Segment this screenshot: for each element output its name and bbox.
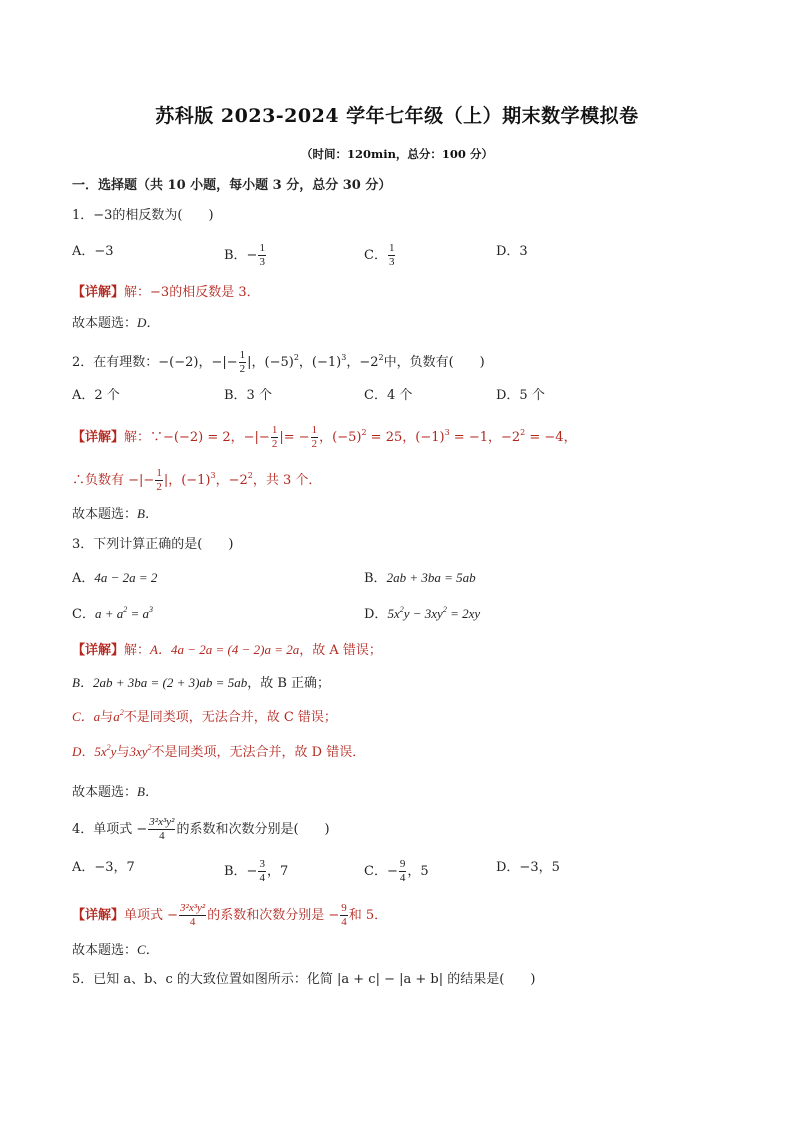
answer-prefix: 故本题选： [72, 943, 138, 958]
detail-part: ，共 3 个． [252, 473, 322, 488]
option-label: A． [72, 571, 95, 586]
option-expression: 5x [387, 606, 400, 621]
fraction-denominator: 3 [388, 256, 395, 268]
answer-value: D． [137, 315, 160, 330]
fraction [179, 902, 206, 929]
question-4-answer [72, 940, 159, 961]
answer-prefix: 故本题选： [72, 507, 138, 522]
question-3-stem: 3．下列计算正确的是( ) [72, 537, 234, 552]
detail-text: −3的相反数是 3． [150, 285, 260, 300]
detail-expression: a [93, 709, 101, 724]
fraction-numerator: 3 [259, 858, 265, 870]
detail-expression: y [110, 744, 117, 759]
exponent: 2 [147, 743, 152, 752]
fraction-denominator: 2 [271, 438, 278, 450]
detail-part: ，−2 [215, 473, 248, 488]
detail-part: 的系数和次数分别是 − [207, 908, 340, 923]
fraction-denominator: 4 [159, 830, 165, 842]
detail-text: 不是同类项，无法合并，故 C 错误； [123, 710, 337, 725]
exponent: 2 [119, 708, 124, 717]
detail-part: ，(−5) [319, 430, 362, 445]
option-label: D． [364, 607, 388, 622]
detail-text: ，故 A 错误； [299, 643, 382, 658]
question-4-option-c [364, 858, 429, 885]
exponent: 2 [361, 428, 367, 437]
option-expression: a + a [94, 606, 124, 621]
question-1-option-a: A．−3 [72, 244, 114, 259]
question-1-option-b [224, 242, 267, 269]
question-2-option-c: C．4 个 [364, 388, 413, 403]
stem-part: ，−2 [346, 355, 379, 370]
question-2-option-b: B．3 个 [224, 388, 272, 403]
fraction-numerator: 3²x³y² [180, 902, 206, 914]
fraction-numerator: 1 [311, 424, 318, 436]
stem-part: 4．单项式 − [72, 822, 148, 837]
detail-tag: 【详解】 [72, 643, 125, 658]
detail-label: C． [72, 709, 94, 724]
fraction-denominator: 3 [259, 256, 265, 268]
stem-part: 2．在有理数：−(−2)，−|− [72, 355, 238, 370]
question-4-stem [72, 816, 330, 843]
question-2-detail-line-1 [72, 424, 577, 451]
answer-value: B． [137, 784, 158, 799]
exponent: 2 [293, 353, 299, 362]
detail-text: ，故 B 正确； [247, 676, 331, 691]
detail-expression: 5x [94, 744, 107, 759]
question-1-option-d: D．3 [496, 244, 528, 259]
question-4-option-a: A．−3，7 [72, 860, 135, 875]
question-4-option-d: D．−3，5 [496, 860, 560, 875]
detail-expression: 4a − 2a = (4 − 2)a = 2a [170, 642, 300, 657]
stem-part: |，(−5) [247, 355, 294, 370]
question-3-detail-c [72, 707, 337, 728]
detail-part: 和 5． [348, 908, 388, 923]
fraction-numerator: 1 [156, 467, 162, 479]
question-1-answer [72, 313, 159, 334]
exponent: 2 [520, 428, 526, 437]
fraction [271, 424, 279, 451]
detail-jie: 解： [124, 430, 151, 445]
page-subtitle: （时间：120min，总分：100 分） [301, 147, 493, 161]
exponent: 3 [210, 471, 216, 480]
fraction [155, 467, 163, 494]
option-expression: 2ab + 3ba = 5ab [386, 570, 476, 585]
fraction-numerator: 1 [259, 242, 265, 254]
detail-tag: 【详解】 [72, 285, 125, 300]
question-3-detail-b [72, 673, 330, 694]
question-2-option-a: A．2 个 [72, 388, 120, 403]
detail-jie: 解： [124, 643, 151, 658]
detail-part: = −4， [525, 430, 577, 445]
question-2-option-d: D．5 个 [496, 388, 545, 403]
question-1-detail [72, 283, 260, 303]
option-expression: y − 3xy [403, 606, 443, 621]
fraction-denominator: 4 [189, 916, 196, 928]
option-expression: = 2xy [446, 606, 481, 621]
question-2-answer [72, 504, 158, 525]
option-prefix: B．− [224, 864, 258, 879]
detail-part: = 25，(−1) [366, 430, 445, 445]
answer-prefix: 故本题选： [72, 785, 138, 800]
option-suffix: ，7 [266, 864, 289, 879]
question-3-answer [72, 782, 158, 803]
option-suffix: ，5 [407, 864, 429, 879]
exponent: 3 [341, 353, 347, 362]
fraction-numerator: 9 [341, 902, 347, 914]
detail-expression: 3xy [129, 744, 148, 759]
fraction-numerator: 1 [388, 242, 395, 254]
detail-part: ∵−(−2) = 2，−|− [150, 430, 270, 445]
exponent: 3 [444, 428, 450, 437]
fraction-denominator: 4 [259, 872, 265, 884]
option-expression: = a [127, 606, 150, 621]
detail-part: = −1，−2 [449, 430, 521, 445]
detail-text: 与 [116, 745, 130, 760]
detail-text: 不是同类项，无法合并，故 D 错误． [151, 745, 366, 760]
question-1-option-c [364, 242, 396, 269]
question-4-detail [72, 902, 387, 929]
option-prefix: C．− [364, 864, 398, 879]
option-c-prefix: C． [364, 248, 387, 263]
exponent: 2 [106, 743, 111, 752]
detail-tag: 【详解】 [72, 908, 125, 923]
option-label: B． [364, 571, 387, 586]
fraction [148, 816, 175, 843]
detail-label: B． [72, 675, 93, 690]
fraction [258, 242, 266, 269]
option-label: C． [72, 607, 95, 622]
fraction [388, 242, 396, 269]
section-heading: 一．选择题（共 10 小题，每小题 3 分，总分 30 分） [72, 178, 392, 193]
question-3-detail-a [72, 640, 382, 661]
page-title: 苏科版 2023-2024 学年七年级（上）期末数学模拟卷 [155, 105, 639, 127]
question-5-stem: 5．已知 a、b、c 的大致位置如图所示：化简 |a + c| − |a + b| 的结果是( ) [72, 972, 536, 987]
stem-part: 的系数和次数分别是( ) [176, 822, 330, 837]
fraction [258, 858, 266, 885]
detail-part: 单项式 − [124, 908, 179, 923]
fraction-denominator: 4 [341, 916, 347, 928]
question-2-stem [72, 349, 485, 376]
detail-jie: 解： [124, 285, 151, 300]
exponent: 2 [123, 605, 128, 614]
detail-text: 与 [100, 710, 114, 725]
detail-part: |，(−1) [163, 473, 211, 488]
fraction-numerator: 3²x³y² [149, 816, 175, 828]
detail-expression: a [113, 709, 120, 724]
answer-prefix: 故本题选： [72, 316, 138, 331]
stem-part: 中，负数有( ) [383, 355, 485, 370]
question-3-detail-d [72, 742, 365, 763]
fraction-denominator: 2 [156, 481, 162, 493]
fraction [399, 858, 407, 885]
fraction [340, 902, 348, 929]
exponent: 3 [149, 605, 154, 614]
question-3-option-a [72, 568, 157, 589]
fraction [239, 349, 247, 376]
answer-value: B． [137, 506, 158, 521]
detail-expression: 2ab + 3ba = (2 + 3)ab = 5ab [92, 675, 248, 690]
question-2-detail-line-2 [72, 467, 321, 494]
fraction [311, 424, 319, 451]
exponent: 2 [399, 605, 404, 614]
fraction-denominator: 2 [311, 438, 318, 450]
fraction-numerator: 1 [239, 349, 246, 361]
option-b-prefix: B．− [224, 248, 258, 263]
exponent: 2 [442, 605, 447, 614]
question-3-option-c [72, 604, 153, 625]
detail-part: ∴负数有 −|− [72, 473, 155, 488]
detail-label: A． [150, 642, 171, 657]
stem-part: ，(−1) [298, 355, 342, 370]
exponent: 2 [247, 471, 253, 480]
exponent: 2 [378, 353, 384, 362]
answer-value: C． [137, 942, 159, 957]
option-expression: 4a − 2a = 2 [94, 570, 158, 585]
question-4-option-b [224, 858, 288, 885]
detail-label: D． [72, 744, 95, 759]
detail-tag: 【详解】 [72, 430, 125, 445]
question-3-option-d [364, 604, 480, 625]
fraction-numerator: 1 [271, 424, 278, 436]
fraction-denominator: 4 [399, 872, 406, 884]
fraction-numerator: 9 [399, 858, 406, 870]
question-3-option-b [364, 568, 476, 589]
question-1-stem: 1．−3的相反数为( ) [72, 208, 214, 223]
detail-part: |= − [279, 430, 310, 445]
fraction-denominator: 2 [239, 363, 246, 375]
